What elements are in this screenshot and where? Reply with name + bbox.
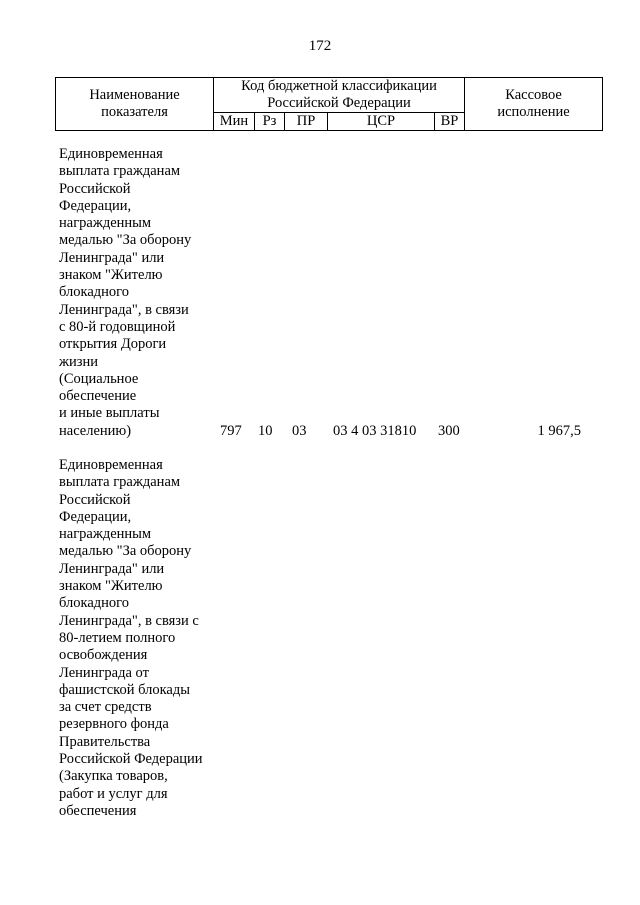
row-rz: 10 bbox=[258, 423, 273, 439]
row-name: Единовременная выплата гражданам Российской Федерации, награжденным медалью "За оборону Ленинграда" или знаком "Жителю блокадного Ленинграда", в связи с 80-летием полного освобождения Ленинграда от фашистской блокады за счет средств резервного фонда Правительства Российской Федерации (Закупка товаров, работ и услуг для обеспечения bbox=[59, 457, 203, 819]
row-vr: 300 bbox=[438, 423, 460, 439]
header-rz: Рз bbox=[255, 113, 285, 131]
page-number: 172 bbox=[308, 38, 332, 54]
header-code-group: Код бюджетной классификации Российской Федерации bbox=[214, 78, 465, 113]
header-csr: ЦСР bbox=[328, 113, 435, 131]
row-name: Единовременная выплата гражданам Российской Федерации, награжденным медалью "За оборону Ленинграда" или знаком "Жителю блокадного Ленинграда", в связи с 80-й годовщиной открытия Дороги жизни (Социальное обеспечение и иные выплаты населению) bbox=[59, 146, 192, 439]
header-min: Мин bbox=[214, 113, 255, 131]
header-pr: ПР bbox=[285, 113, 328, 131]
header-name: Наименование показателя bbox=[56, 78, 214, 131]
table-row bbox=[59, 146, 604, 446]
header-execution: Кассовое исполнение bbox=[465, 78, 603, 131]
row-min: 797 bbox=[220, 423, 242, 439]
header-vr: ВР bbox=[435, 113, 465, 131]
table-header bbox=[55, 77, 603, 131]
row-execution: 1 967,5 bbox=[537, 423, 581, 439]
table-row bbox=[59, 457, 604, 837]
row-pr: 03 bbox=[292, 423, 307, 439]
row-csr: 03 4 03 31810 bbox=[333, 423, 417, 439]
